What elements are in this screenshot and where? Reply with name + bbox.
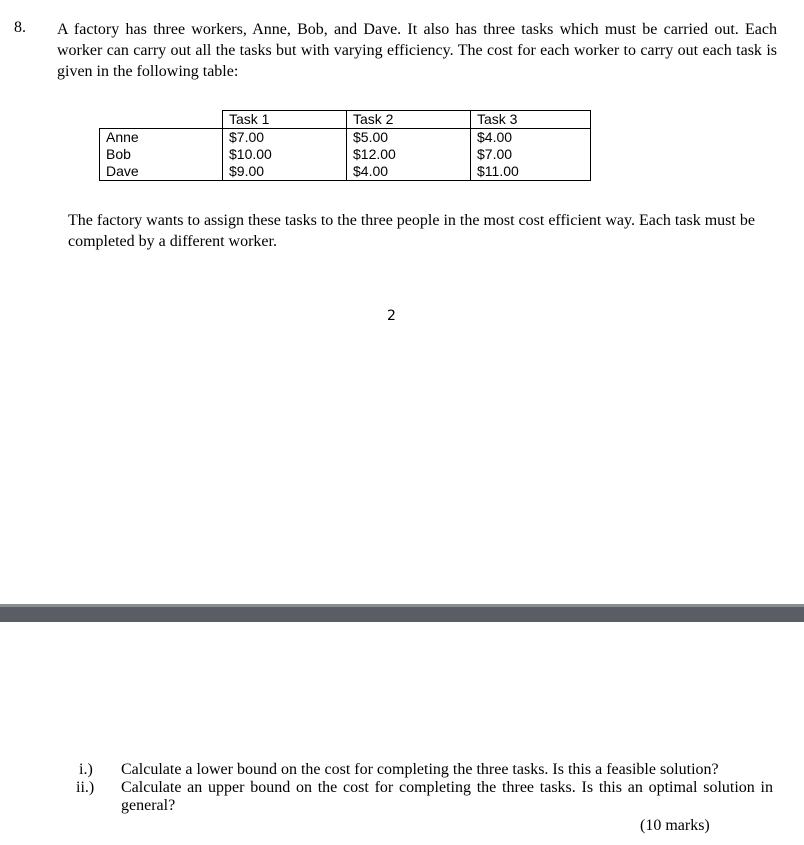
marks-label: (10 marks) (640, 817, 710, 834)
question-number: 8. (14, 19, 26, 36)
table-cell: $4.00 (471, 129, 591, 147)
table-row (100, 129, 591, 147)
table-cell: $10.00 (223, 146, 347, 163)
table-header-cell: Task 2 (347, 111, 471, 129)
page-break-highlight (0, 604, 804, 607)
question-paragraph: The factory wants to assign these tasks to the three people in the most cost efficient way. Each task must be completed by a different worker. (68, 212, 755, 250)
part-label: ii.) (76, 779, 95, 796)
table-cell: $7.00 (471, 146, 591, 163)
table-cell: $11.00 (471, 163, 591, 181)
part-text: Calculate a lower bound on the cost for completing the three tasks. Is this a feasible solution? (121, 761, 719, 778)
table-row (100, 163, 591, 181)
cost-table (99, 110, 591, 181)
question-intro: A factory has three workers, Anne, Bob, and Dave. It also has three tasks which must be carried out. Each worker can carry out all the tasks but with varying efficiency. The cost for each worker to carry out each task is given in the following table: (57, 21, 777, 80)
table-header-cell (100, 111, 223, 129)
table-header-cell: Task 3 (471, 111, 591, 129)
table-cell: $9.00 (223, 163, 347, 181)
table-cell: Bob (100, 146, 223, 163)
table-cell: Dave (100, 163, 223, 181)
table-cell: $12.00 (347, 146, 471, 163)
table-cell: $7.00 (223, 129, 347, 147)
table-cell: $5.00 (347, 129, 471, 147)
part-text: Calculate an upper bound on the cost for completing the three tasks. Is this an optimal solution in general? (121, 779, 773, 814)
table-cell: $4.00 (347, 163, 471, 181)
page-number: 2 (387, 308, 396, 324)
table-row (100, 146, 591, 163)
table-cell: Anne (100, 129, 223, 147)
part-label: i.) (79, 761, 93, 778)
table-header-cell: Task 1 (223, 111, 347, 129)
